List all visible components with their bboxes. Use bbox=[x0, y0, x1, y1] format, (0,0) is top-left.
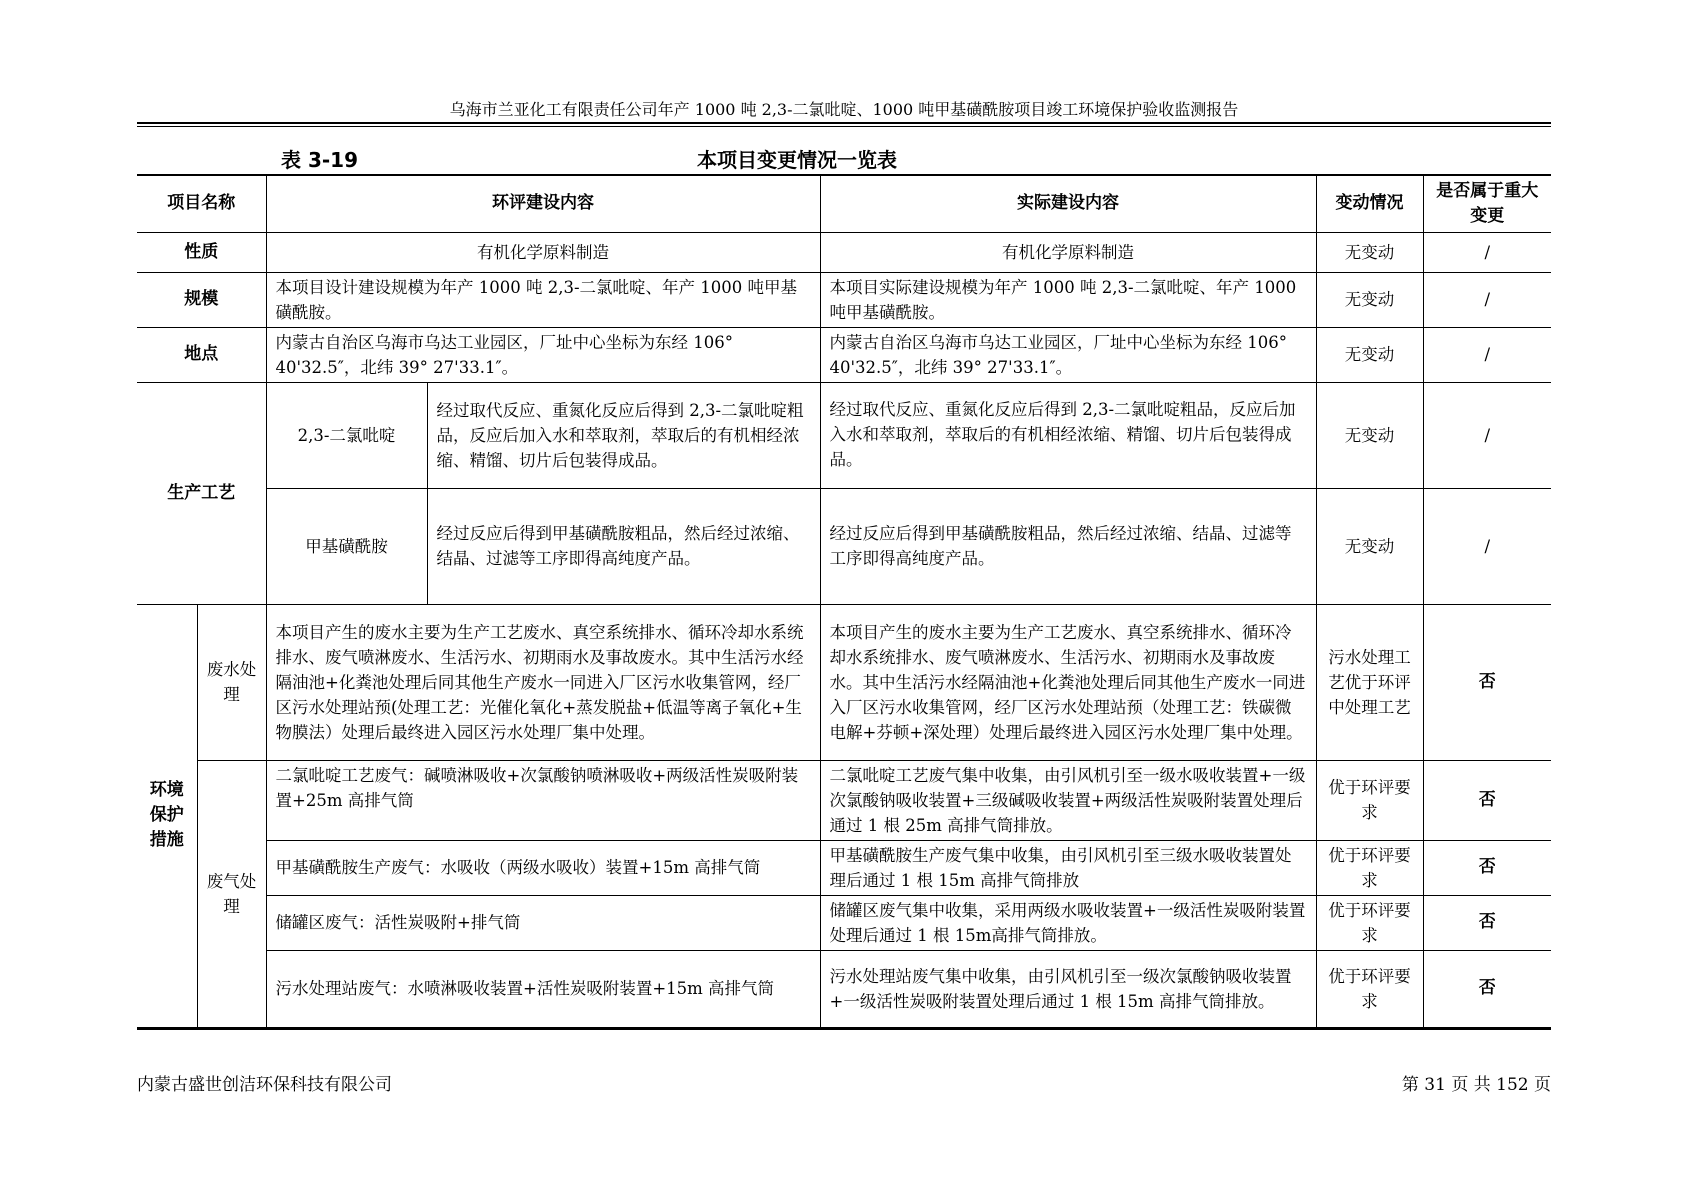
cell-major: / bbox=[1423, 232, 1551, 272]
header-row bbox=[137, 175, 1551, 232]
cell-eia: 内蒙古自治区乌海市乌达工业园区，厂址中心坐标为东经 106° 40'32.5″，北纬 39° 27'33.1″。 bbox=[266, 327, 820, 382]
cell-change: 优于环评要求 bbox=[1316, 840, 1423, 895]
row-label-env: 环境保护措施 bbox=[137, 604, 197, 1028]
cell-actual: 经过反应后得到甲基磺酰胺粗品，然后经过浓缩、结晶、过滤等工序即得高纯度产品。 bbox=[820, 488, 1316, 604]
cell-eia: 本项目产生的废水主要为生产工艺废水、真空系统排水、循环冷却水系统排水、废气喷淋废水、生活污水、初期雨水及事故废水。其中生活污水经隔油池+化粪池处理后同其他生产废水一同进入厂区污水收集管网，经厂区污水处理站预(处理工艺：光催化氧化+蒸发脱盐+低温等离子氧化+生物膜法）处理后最终进入园区污水处理厂集中处理。 bbox=[266, 604, 820, 760]
cell-eia: 污水处理站废气：水喷淋吸收装置+活性炭吸附装置+15m 高排气筒 bbox=[266, 950, 820, 1028]
col-header-major: 是否属于重大变更 bbox=[1423, 175, 1551, 232]
cell-major: 否 bbox=[1423, 895, 1551, 950]
table-row bbox=[137, 840, 1551, 895]
cell-major: 否 bbox=[1423, 950, 1551, 1028]
cell-change: 无变动 bbox=[1316, 272, 1423, 327]
row-label-location: 地点 bbox=[137, 327, 266, 382]
table-row bbox=[137, 382, 1551, 488]
cell-major: / bbox=[1423, 382, 1551, 488]
cell-change: 优于环评要求 bbox=[1316, 760, 1423, 840]
table-row bbox=[137, 760, 1551, 840]
row-label-nature: 性质 bbox=[137, 232, 266, 272]
change-table bbox=[137, 174, 1551, 1030]
col-header-eia: 环评建设内容 bbox=[266, 175, 820, 232]
cell-change: 优于环评要求 bbox=[1316, 895, 1423, 950]
table-row bbox=[137, 232, 1551, 272]
table-number: 表 3-19 bbox=[281, 148, 359, 172]
cell-actual: 二氯吡啶工艺废气集中收集，由引风机引至一级水吸收装置+一级次氯酸钠吸收装置+三级碱吸收装置+两级活性炭吸附装置处理后通过 1 根 25m 高排气筒排放。 bbox=[820, 760, 1316, 840]
cell-major: / bbox=[1423, 272, 1551, 327]
row-label-waste-gas: 废气处理 bbox=[197, 760, 266, 1028]
page-header: 乌海市兰亚化工有限责任公司年产 1000 吨 2,3-二氯吡啶、1000 吨甲基磺酰胺项目竣工环境保护验收监测报告 bbox=[449, 100, 1239, 119]
cell-actual: 有机化学原料制造 bbox=[820, 232, 1316, 272]
cell-eia: 有机化学原料制造 bbox=[266, 232, 820, 272]
cell-major: 否 bbox=[1423, 840, 1551, 895]
cell-major: / bbox=[1423, 488, 1551, 604]
table-row bbox=[137, 488, 1551, 604]
table-row bbox=[137, 272, 1551, 327]
table-row bbox=[137, 895, 1551, 950]
cell-eia: 二氯吡啶工艺废气：碱喷淋吸收+次氯酸钠喷淋吸收+两级活性炭吸附装置+25m 高排气筒 bbox=[266, 760, 820, 840]
col-header-item: 项目名称 bbox=[137, 175, 266, 232]
row-label-scale: 规模 bbox=[137, 272, 266, 327]
cell-change: 污水处理工艺优于环评中处理工艺 bbox=[1316, 604, 1423, 760]
cell-actual: 甲基磺酰胺生产废气集中收集，由引风机引至三级水吸收装置处理后通过 1 根 15m 高排气筒排放 bbox=[820, 840, 1316, 895]
cell-product-name: 2,3-二氯吡啶 bbox=[266, 382, 427, 488]
footer-company: 内蒙古盛世创洁环保科技有限公司 bbox=[137, 1075, 392, 1095]
cell-eia: 本项目设计建设规模为年产 1000 吨 2,3-二氯吡啶、年产 1000 吨甲基磺酰胺。 bbox=[266, 272, 820, 327]
cell-eia: 经过取代反应、重氮化反应后得到 2,3-二氯吡啶粗品，反应后加入水和萃取剂，萃取后的有机相经浓缩、精馏、切片后包装得成品。 bbox=[427, 382, 820, 488]
row-label-wastewater: 废水处理 bbox=[197, 604, 266, 760]
cell-major: 否 bbox=[1423, 604, 1551, 760]
cell-change: 无变动 bbox=[1316, 327, 1423, 382]
table-row bbox=[137, 327, 1551, 382]
header-rule bbox=[137, 122, 1551, 124]
cell-actual: 污水处理站废气集中收集，由引风机引至一级次氯酸钠吸收装置+一级活性炭吸附装置处理后通过 1 根 15m 高排气筒排放。 bbox=[820, 950, 1316, 1028]
footer-page-number: 第 31 页 共 152 页 bbox=[1401, 1075, 1551, 1095]
cell-change: 无变动 bbox=[1316, 382, 1423, 488]
cell-actual: 储罐区废气集中收集，采用两级水吸收装置+一级活性炭吸附装置处理后通过 1 根 15m高排气筒排放。 bbox=[820, 895, 1316, 950]
cell-actual: 经过取代反应、重氮化反应后得到 2,3-二氯吡啶粗品，反应后加入水和萃取剂，萃取后的有机相经浓缩、精馏、切片后包装得成品。 bbox=[820, 382, 1316, 488]
cell-actual: 本项目产生的废水主要为生产工艺废水、真空系统排水、循环冷却水系统排水、废气喷淋废水、生活污水、初期雨水及事故废水。其中生活污水经隔油池+化粪池处理后同其他生产废水一同进入厂区污水收集管网，经厂区污水处理站预（处理工艺：铁碳微电解+芬顿+深处理）处理后最终进入园区污水处理厂集中处理。 bbox=[820, 604, 1316, 760]
table-title: 本项目变更情况一览表 bbox=[697, 148, 897, 172]
cell-eia: 经过反应后得到甲基磺酰胺粗品，然后经过浓缩、结晶、过滤等工序即得高纯度产品。 bbox=[427, 488, 820, 604]
cell-change: 无变动 bbox=[1316, 488, 1423, 604]
header-rule-thin bbox=[137, 126, 1551, 127]
cell-change: 优于环评要求 bbox=[1316, 950, 1423, 1028]
col-header-change: 变动情况 bbox=[1316, 175, 1423, 232]
cell-actual: 本项目实际建设规模为年产 1000 吨 2,3-二氯吡啶、年产 1000 吨甲基磺酰胺。 bbox=[820, 272, 1316, 327]
cell-actual: 内蒙古自治区乌海市乌达工业园区，厂址中心坐标为东经 106° 40'32.5″，北纬 39° 27'33.1″。 bbox=[820, 327, 1316, 382]
col-header-actual: 实际建设内容 bbox=[820, 175, 1316, 232]
cell-product-name: 甲基磺酰胺 bbox=[266, 488, 427, 604]
cell-major: / bbox=[1423, 327, 1551, 382]
cell-change: 无变动 bbox=[1316, 232, 1423, 272]
cell-major: 否 bbox=[1423, 760, 1551, 840]
table-caption bbox=[137, 144, 1551, 174]
cell-eia: 甲基磺酰胺生产废气：水吸收（两级水吸收）装置+15m 高排气筒 bbox=[266, 840, 820, 895]
table-row bbox=[137, 604, 1551, 760]
cell-eia: 储罐区废气：活性炭吸附+排气筒 bbox=[266, 895, 820, 950]
table-row bbox=[137, 950, 1551, 1028]
row-label-process: 生产工艺 bbox=[137, 382, 266, 604]
